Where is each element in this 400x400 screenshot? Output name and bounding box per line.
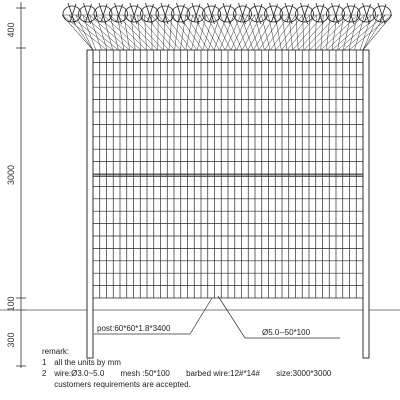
top-arm-diagonal [282, 15, 310, 50]
top-arm-diagonal [193, 15, 214, 50]
remark-text: customers requirements are accepted. [54, 380, 191, 389]
top-arm-diagonal [145, 15, 147, 50]
wire-spec-label: Ø5.0--50*100 [262, 328, 311, 337]
remark-item-2 [42, 368, 398, 379]
top-arm-diagonal [363, 15, 385, 50]
remark-item-3 [42, 379, 398, 390]
barb [194, 4, 200, 22]
mesh-panel [93, 50, 363, 298]
left-post [87, 50, 93, 358]
remark-barbed-wire: barbed wire:12#*14# [186, 369, 260, 378]
dim-ground-offset: 100 [6, 296, 16, 312]
barb [70, 4, 76, 22]
barb [303, 4, 309, 22]
barb [101, 4, 107, 22]
top-arm-diagonal [227, 15, 242, 50]
top-arm-diagonal [241, 15, 254, 50]
remark-size: size:3000*3000 [276, 369, 332, 378]
barb [148, 4, 154, 22]
top-arm-mesh [62, 15, 392, 50]
top-arm-diagonal [248, 15, 259, 50]
top-arm-diagonal [349, 15, 392, 50]
top-arm-diagonal [203, 15, 214, 50]
post-spec-label: post:60*60*1.8*3400 [97, 324, 171, 333]
barb [365, 4, 371, 22]
barb [272, 4, 278, 22]
top-arm-diagonal [315, 15, 316, 50]
barb [380, 4, 386, 22]
remarks-block [42, 346, 398, 390]
remark-mesh: mesh :50*100 [120, 369, 170, 378]
top-arm-diagonal [248, 15, 269, 50]
remark-text: all the units by mm [54, 358, 121, 367]
barb [287, 4, 293, 22]
barb [349, 4, 355, 22]
remark-number: 2 [42, 369, 47, 378]
top-arm-diagonal [275, 15, 281, 50]
dim-mesh-height: 3000 [6, 164, 16, 186]
remark-item-1 [42, 357, 398, 368]
barb [225, 4, 231, 22]
remark-number: 1 [42, 358, 47, 367]
top-arm-diagonal [287, 15, 316, 50]
remark-wire: wire:Ø3.0~5.0 [54, 369, 105, 378]
top-arm-diagonal [180, 15, 186, 50]
top-arm-diagonal [158, 15, 186, 50]
barbed-wire-coils [63, 3, 391, 24]
barb [210, 4, 216, 22]
dim-foundation-depth: 300 [6, 332, 16, 348]
barb [86, 4, 92, 22]
right-post [363, 50, 369, 358]
top-arm-diagonal [83, 15, 124, 50]
top-arm-diagonal [69, 15, 113, 50]
remarks-heading: remark: [42, 347, 70, 356]
dim-top-height: 400 [6, 22, 16, 38]
dimension-line [16, 2, 26, 368]
